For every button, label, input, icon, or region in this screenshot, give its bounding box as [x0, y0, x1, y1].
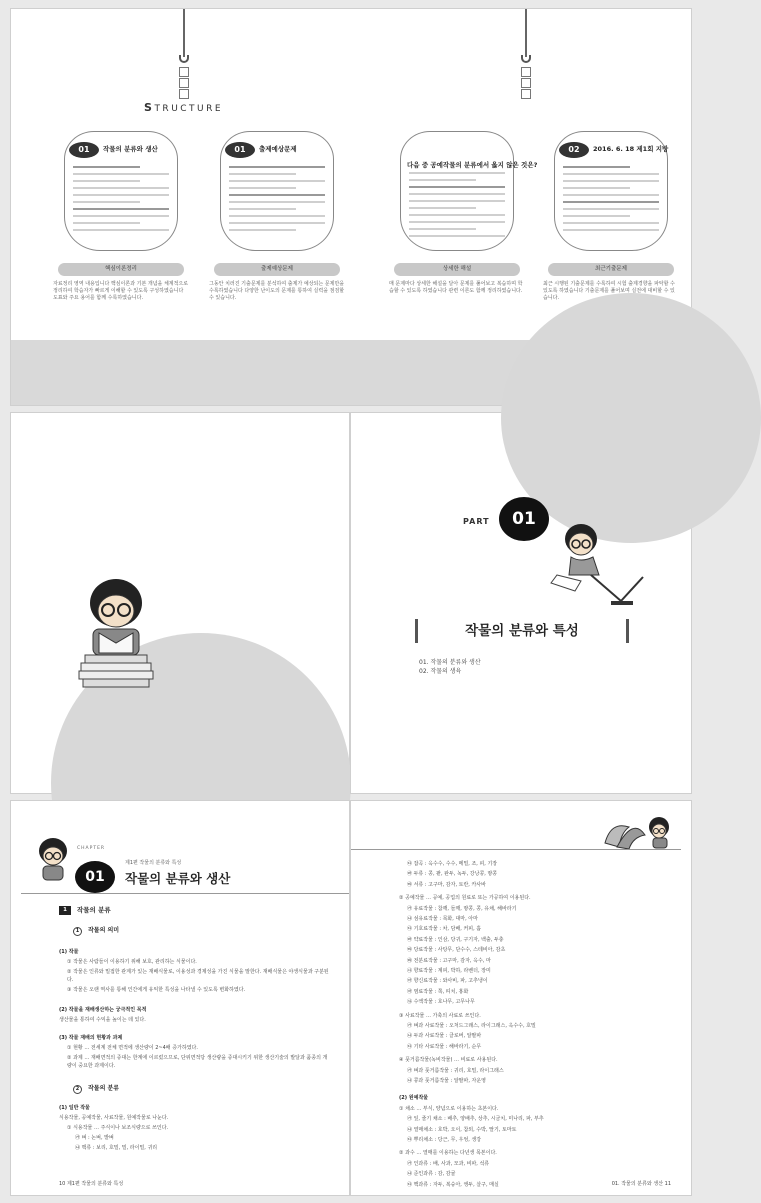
paragraph: ㉲ 당료작물 : 사탕무, 단수수, 스테비아, 감초	[407, 947, 506, 954]
card-description: 자료정리 영역 내용입니다 핵심이론과 기본 개념을 체계적으로 정리하여 학습자가 빠르게 이해할 수 있도록 구성하였습니다 도표와 주요 용어를 함께 수록하였습니다.	[53, 281, 189, 301]
paragraph: ㉱ 두류 : 콩, 팥, 완두, 녹두, 강낭콩, 땅콩	[407, 871, 498, 878]
chapter-title: 작물의 분류와 생산	[125, 871, 231, 886]
page-footer: 01. 작물의 분류와 생산 11	[611, 1181, 671, 1187]
feature-card-theory	[51, 131, 191, 302]
paragraph: ① 식용작물 … 주식이나 보조식량으로 쓰인다.	[67, 1125, 169, 1131]
paragraph: (1) 일반 작물	[59, 1105, 90, 1111]
paragraph: ① 현황 … 전세계 전체 면적에 생산량이 2~4배 증가하였다.	[67, 1045, 198, 1051]
card-label: 핵심이론정리	[58, 263, 184, 276]
paragraph: ㉲ 서류 : 고구마, 감자, 토란, 카사바	[407, 881, 486, 888]
lamp-character-illustration	[551, 517, 661, 607]
structure-heading: STRUCTURE	[144, 101, 224, 114]
paragraph: ㉰ 잡곡 : 옥수수, 수수, 메밀, 조, 피, 기장	[407, 861, 498, 867]
paragraph: ㉷ 수액작물 : 호나무, 고무나무	[407, 999, 475, 1006]
divider	[21, 893, 349, 894]
card-description: 그동안 치러진 기출문제를 분석하여 출제가 예상되는 문제만을 수록하였습니다 다양한 난이도의 문제를 통하여 실력을 점검할 수 있습니다.	[209, 281, 345, 301]
paragraph: (1) 작물	[59, 949, 79, 955]
paragraph: ㉶ 염료작물 : 쪽, 띠치, 홍화	[407, 988, 469, 995]
paragraph: ③ 작물은 오랜 역사를 통해 인간에게 유익한 특성을 나타낼 수 있도록 변화하였다.	[67, 987, 246, 993]
subsection-heading: 1 작물의 의미	[73, 925, 119, 936]
card-description: 매 문제마다 상세한 해설을 달아 문제를 풀어보고 복습하며 학습할 수 있도록 하였습니다 관련 이론도 함께 정리하였습니다.	[389, 281, 523, 294]
paragraph: ㉵ 향신료작물 : 와사비, 파, 고추냉이	[407, 978, 488, 985]
page-footer: 10 제1편 작물의 분류와 특성	[59, 1181, 124, 1187]
paragraph: ② 과수 … 열매를 이용하는 다년생 목본이다.	[399, 1150, 497, 1157]
paragraph: (2) 작물을 재배생산하는 궁극적인 목적	[59, 1007, 147, 1013]
paragraph: ㉳ 전분료작물 : 고구마, 감자, 옥수, 마	[407, 957, 491, 964]
paragraph: ㉰ 기타 사료작물 : 해바라기, 순무	[407, 1043, 482, 1050]
chapter-number-badge: 01	[75, 861, 115, 893]
feature-card-past-exam	[541, 131, 681, 302]
reading-character-illustration	[71, 563, 161, 693]
paragraph: ㉯ 콩과 풋거름작물 : 알팔파, 자운영	[407, 1078, 487, 1084]
part-title: 작물의 분류와 특성	[415, 619, 629, 643]
chapter-label: CHAPTER	[77, 846, 106, 851]
paragraph: ㉱ 약료작물 : 인삼, 당귀, 구기자, 백출, 두충	[407, 936, 504, 943]
chapter-left-page	[10, 800, 350, 1196]
paragraph: ㉯ 두과 사료작물 : 클로버, 알팔파	[407, 1033, 482, 1040]
toc-item[interactable]: 01. 작물의 분류와 생산	[419, 659, 481, 666]
paragraph: ② 작물은 인류와 밀접한 관계가 있는 재배식물로, 이용성과 경제성을 가진 식물을 말한다. 재배식물은 야생식물과 구분된다.	[67, 969, 329, 983]
chapter-right-page	[350, 800, 692, 1196]
divider	[351, 849, 681, 850]
paragraph: ㉯ 준인과류 : 감, 감귤	[407, 1171, 456, 1178]
part-label: PART	[463, 517, 490, 526]
subsection-heading: 2 작물의 분류	[73, 1083, 119, 1094]
paragraph: ㉰ 기호료작물 : 차, 담배, 커피, 홉	[407, 926, 482, 933]
paragraph: ㉮ 잎, 줄기 채소 : 배추, 양배추, 상추, 시금치, 미나리, 파, 부추	[407, 1116, 544, 1123]
paragraph: ㉯ 맥류 : 보리, 호밀, 밀, 라이밀, 귀리	[75, 1145, 158, 1151]
paragraph: ㉯ 열매채소 : 호박, 오이, 참외, 수박, 딸기, 토마토	[407, 1126, 517, 1133]
paragraph: ㉰ 핵과류 : 자두, 복숭아, 앵두, 살구, 매실	[407, 1181, 499, 1188]
paragraph: ㉮ 벼 : 논벼, 밭벼	[75, 1135, 114, 1141]
card-preview: 다음 중 공예작물의 분류에서 옳지 않은 것은?	[400, 131, 514, 251]
paragraph: ㉰ 뿌리채소 : 당근, 무, 우엉, 생강	[407, 1137, 482, 1143]
paragraph: ① 작물은 사람들이 이용하기 위해 보호, 관리하는 식물이다.	[67, 959, 197, 965]
paragraph: ㉮ 벼과 사료작물 : 오처드그래스, 라이그래스, 옥수수, 호밀	[407, 1023, 536, 1029]
paragraph: ② 공예작물 … 공예, 공업의 원료로 또는 가공하여 이용된다.	[399, 895, 531, 902]
part-right-page	[350, 412, 692, 794]
card-label: 최근기출문제	[548, 263, 674, 276]
paragraph: ④ 풋거름작물(녹비작물) … 비료로 사용된다.	[399, 1057, 498, 1064]
paragraph: 식용작물, 공예작물, 사료작물, 원예작물로 나눈다.	[59, 1115, 169, 1121]
toc-item[interactable]: 02. 작물의 생육	[419, 668, 462, 675]
card-preview: 01 출제예상문제	[220, 131, 334, 251]
paragraph: ① 채소 … 부식, 양념으로 이용하는 초본이다.	[399, 1105, 499, 1112]
paragraph: ㉮ 유료작물 : 참깨, 들깨, 땅콩, 콩, 유채, 해바라기	[407, 905, 517, 912]
paragraph: ㉮ 벼과 풋거름작물 : 귀리, 호밀, 라이그래스	[407, 1067, 504, 1074]
card-label: 상세한 해설	[394, 263, 520, 276]
paragraph: ㉯ 섬유료작물 : 목화, 대마, 아마	[407, 916, 478, 922]
part-left-page	[10, 412, 350, 794]
paragraph: ② 과제 … 재배면적의 증대는 한계에 이르렀으므로, 단위면적당 생산량을 증대시키기 위한 생산기술의 발달과 품종의 개량이 중요한 과제이다.	[67, 1055, 328, 1069]
card-preview: 02 2016. 6. 18 제1회 지방	[554, 131, 668, 251]
card-label: 출제예상문제	[214, 263, 340, 276]
paragraph: ㉮ 인과류 : 배, 사과, 모과, 비파, 석류	[407, 1160, 490, 1167]
part-number-badge: 01	[499, 497, 549, 541]
chapter-subtitle: 제1편 작물의 분류와 특성	[125, 860, 182, 866]
paragraph: 생산물을 통하여 수익을 높이는 데 있다.	[59, 1017, 146, 1023]
feature-card-explanation	[387, 131, 538, 295]
paragraph: ㉴ 향료작물 : 계피, 박하, 라벤더, 장미	[407, 968, 491, 974]
paragraph: (2) 원예작물	[399, 1095, 429, 1102]
chapter-character-illustration	[33, 835, 73, 885]
watering-character-illustration	[599, 813, 679, 853]
card-preview: 01 작물의 분류와 생산	[64, 131, 178, 251]
section-heading: 1 작물의 분류	[59, 905, 111, 915]
paragraph: ③ 사료작물 … 가축의 사료로 쓰인다.	[399, 1012, 481, 1019]
feature-card-expected	[207, 131, 347, 302]
card-description: 최근 시행된 기출문제를 수록하여 시험 출제경향을 파악할 수 있도록 하였습니다 기출문제를 풀어보며 실전에 대비할 수 있습니다.	[543, 281, 675, 301]
paragraph: (3) 작물 재배의 현황과 과제	[59, 1035, 123, 1041]
